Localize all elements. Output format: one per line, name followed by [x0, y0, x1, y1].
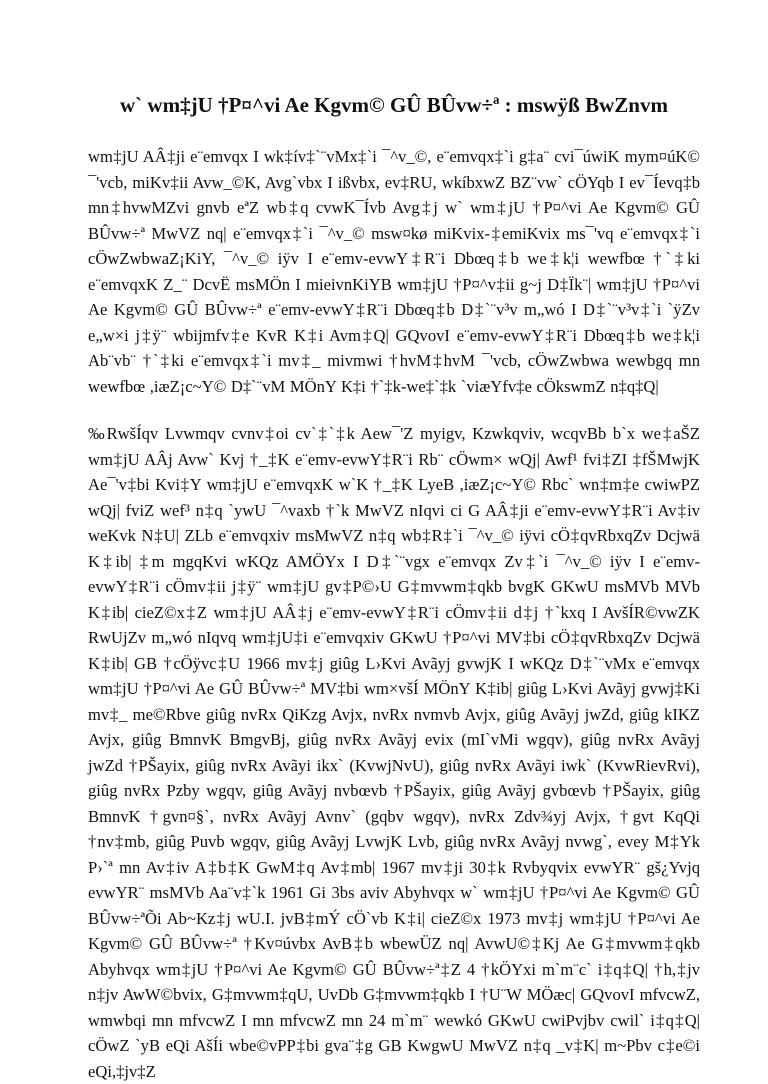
paragraph-history: ‰RwšÍqv Lvwmqv cvnv‡oi cv`‡`‡k Aew¯'Z myigv, Kzwkqviv, wcqvBb b`x we‡aŠZ wm‡jU AÂj Avw` Kvj †_‡K e¨emv-evwY‡R¨i Rb¨ cÖwm× wQj| Awf¹ fvi‡ZI ‡fŠMwjK Ae¯'v‡bi Kvi‡Y wm‡jU e¨emvqxK w`K †_‡K LyeB ,iæZ¡c~Y© Rbc` wn‡m‡e cwiwPZ wQj| fviZ wef³ n‡q `ywU ¯^vaxb †`k MwVZ nIqvi ci G AÂ‡ji e¨emv-evwY‡R¨i Av‡iv weKvk N‡U| ZLb e¨emvqxiv msMwVZ n‡q wb‡R‡`i ¯^v_© iÿvi cÖ‡qvRbxqZv Dcjwä K‡ib| ‡m mgqKvi wKQz AMÖYx I D‡`¨vgx e¨emvqx Zv‡`i ¯^v_© iÿv I e¨emv-evwY‡R¨i cÖmv‡ii j‡ÿ¨ wm‡jU gv‡P©›U G‡mvwm‡qkb bvgK GKwU msMVb MVb K‡ib| cieZ©x‡Z wm‡jU AÂ‡j e¨emv-evwY‡R¨i cÖmv‡ii d‡j †`kxq I AvšÍR©vwZK RwUjZv m„wó nIqvq wm‡jU‡i e¨emvqxiv GKwU †P¤^vi MV‡bi cÖ‡qvRbxqZv Dcjwä K‡ib| GB †cÖÿvc‡U 1966 mv‡j giûg L›Kvi Avãyj gvwjK I wKQz D‡`¨vMx e¨emvqx wm‡jU †P¤^vi Ae GÛ BÛvw÷ª MV‡bi wm×všÍ MÖnY K‡ib| giûg L›Kvi Avãyj gvwj‡Ki mv‡_ me©Rbve giûg nvRx QiKzg Avjx, nvRx nvmvb Avjx, giûg Avãyj jwZd, giûg kIKZ Avjx, giûg BmnvK BmgvBj, giûg nvRx Avãyj evix (mI`vMi wgqv), giûg nvRx Avãyj jwZd †PŠayix, giûg nvRx Avãyi ikx` (KvwjNvU), giûg nvRx Avãyi iwk` (KvwRievRvi), giûg nvRx Pzby wgqv, giûg Avãyj nvbœvb †PŠayix, giûg Avãyj gvbœvb †PŠayix, giûg BmnvK †gvn¤§`, nvRx Avãyj Avnv` (gqbv wgqv), nvRx Zdv¾yj Avjx, †gvt KqQi †nv‡mb, giûg Puvb wgqv, giûg Avãyj LvwjK Lvb, giûg nvRx Avãyj nvwg`, evey M‡Yk P›`ª mn Av‡iv A‡b‡K GwM‡q Av‡mb| 1967 mv‡ji 30‡k Rvbyqvix evwYR¨ gš¿Yvjq evwYR¨ msMVb Aa¨v‡`k 1961 Gi 3bs aviv Abyhvqx w` wm‡jU †P¤^vi Ae Kgvm© GÛ BÛvw÷ªÕi Ab~Kz‡j wU.I. jvB‡mÝ cÖ`vb K‡i| cieZ©x 1973 mv‡j wm‡jU †P¤^vi Ae Kgvm© GÛ BÛvw÷ª †Kv¤úvbx AvB‡b wbewÜZ nq| AvwU©‡Kj Ae G‡mvwm‡qkb Abyhvqx wm‡jU †P¤^vi Ae Kgvm© GÛ BÛvw÷ª‡Z 4 †kÖYxi m`m¨c` i‡q‡Q| †h,‡jv n‡jv AwW©bvix, G‡mvwm‡qU, UvDb G‡mvwm‡qkb I †U¨W MÖæc| GQvovI mfvcwZ, wmwbqi mn mfvcwZ I mn mfvcwZ mn 24 m`m¨ wewkó GKwU cwiPvjbv cwil` i‡q‡Q| cÖwZ `yB eQi AšÍi wbe©vPP‡bi gva¨‡g GB KwgwU MwVZ n‡q _v‡K| m~Pbv c‡e©i eQi,‡jv‡Z [88, 424, 700, 1081]
paragraph-intro: wm‡jU AÂ‡ji e¨emvqx I wk‡ív‡`¨vMx‡`i ¯^v_©, e¨emvqx‡`i g‡a¨ cvi¯úwiK mym¤úK© ¯'vcb, miKv‡ii Avw_©K, Avg`vbx I ißvbx, ev‡RU, wkíbxwZ BZ¨vw` cÖYqb I ev¯Íevq‡b mn‡hvwMZvi gnvb eªZ wb‡q cvwK¯Ívb Avg‡j w` wm‡jU †P¤^vi Ae Kgvm© GÛ BÛvw÷ª MwVZ nq| e¨emvqx‡`i ¯^v_© msw¤kø miKvix-‡emiKvix ms¯'vq e¨emvqx‡`i cÖwZwbwaZ¡KiY, ¯^v_© iÿv I e¨emv-evwY‡R¨i Dbœq‡b we‡k¦i wewfbœ †`‡ki e¨emvqxK Z_¨ DcvË msMÖn I mieivnKiYB wm‡jU †P¤^v‡ii g~j D‡Ïk¨| wm‡jU †P¤^vi Ae Kgvm© GÛ BÛvw÷ª e¨emv-evwY‡R¨i Dbœq‡b D‡`¨v³v m„wó I D‡`¨v³v‡`i `ÿZv e„w×i j‡ÿ¨ wbijmfv‡e KvR K‡i Avm‡Q| GQvovI e¨emv-evwY‡R¨i Dbœq‡b we‡k¦i Ab¨vb¨ †`‡ki e¨emvqx‡`i mv‡_ mivmwi †hvM‡hvM ¯'vcb, cÖwZwbwa wewbgq mn wewfbœ ,iæZ¡c~Y© D‡`¨vM MÖnY K‡i †`‡k-we‡`‡k `viæYfv‡e cÖkswmZ n‡q‡Q| [88, 147, 700, 396]
document-title: w` wm‡jU †P¤^vi Ae Kgvm© GÛ BÛvw÷ª : mswÿß BwZnvm [120, 93, 668, 117]
